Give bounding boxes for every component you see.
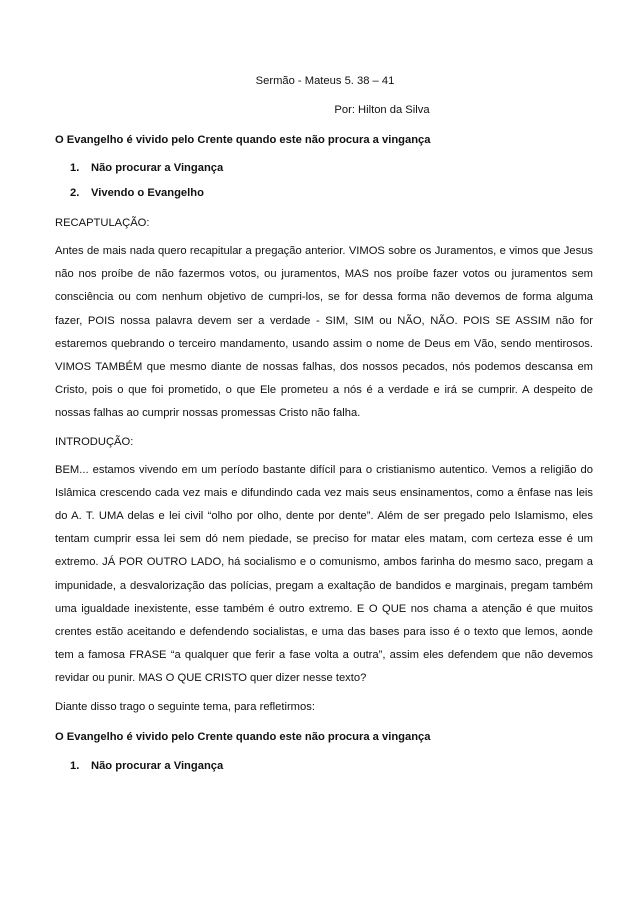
outline-item: [55, 184, 593, 203]
point-item-text: Não procurar a Vingança: [91, 759, 224, 772]
sermon-title: Sermão - Mateus 5. 38 – 41: [255, 75, 395, 87]
sermon-theme-repeat: O Evangelho é vivido pelo Crente quando este não procura a vingança: [55, 730, 431, 743]
outline-item-text: Vivendo o Evangelho: [91, 187, 204, 199]
intro-paragraph: BEM... estamos vivendo em um período bastante difícil para o cristianismo autentico. Vemos a religião do Islâmica crescendo cada vez mais e difundindo cada vez mais seus ensinamentos, como a ênfase nas leis do A. T. UMA delas e lei civil “olho por olho, dente por dente”. Além de ser pregado pelo Islamismo, eles tentam cumprir essa lei sem dó nem piedade, se preciso for matar eles matam, com certeza esse é um extremo. JÁ POR OUTRO LADO, há socialismo e o comunismo, ambos farinha do mesmo saco, pregam a impunidade, a desvalorização das polícias, pregam a exaltação de bandidos e marginais, pregam também uma igualdade inexistente, esse também é outro extremo. E O QUE nos chama a atenção é que muitos crentes estão aceitando e defendendo socialistas, e uma das bases para isso é o texto que lemos, aonde tem a famosa FRASE “a qualquer que ferir a fase volta a outra”, assim eles defendem que não devemos revidar ou punir. MAS O QUE CRISTO quer dizer nesse texto?: [55, 463, 593, 685]
outline-item: [55, 159, 593, 178]
outline-list: [55, 159, 593, 203]
outline-item-number: 1.: [70, 162, 80, 174]
point-item-number: 1.: [70, 759, 80, 772]
transition-paragraph: Diante disso trago o seguinte tema, para refletirmos:: [55, 700, 315, 713]
sermon-theme: O Evangelho é vivido pelo Crente quando este não procura a vingança: [55, 134, 431, 146]
intro-heading: INTRODUÇÃO:: [55, 435, 134, 448]
sermon-author: Por: Hilton da Silva: [334, 104, 430, 116]
point-item: [55, 757, 593, 776]
document-body: [55, 72, 593, 776]
outline-item-number: 2.: [70, 187, 80, 199]
point-list: [55, 757, 593, 776]
recap-paragraph: Antes de mais nada quero recapitular a pregação anterior. VIMOS sobre os Juramentos, e vimos que Jesus não nos proíbe de não fazermos votos, ou juramentos, MAS nos proíbe fazer votos ou juramentos sem consciência ou com nenhum objetivo de cumpri-los, se for dessa forma não devemos de forma alguma fazer, POIS nossa palavra devem ser a verdade - SIM, SIM ou NÃO, NÃO. POIS SE ASSIM não for estaremos quebrando o terceiro mandamento, usando assim o nome de Deus em Vão, sendo mentirosos. VIMOS TAMBÉM que mesmo diante de nossas falhas, dos nossos pecados, nós podemos descansa em Cristo, pois o que foi prometido, o que Ele prometeu a nós é a verdade e irá se cumprir. A despeito de nossas falhas ao cumprir nossas promessas Cristo não falha.: [55, 245, 593, 420]
outline-item-text: Não procurar a Vingança: [91, 162, 224, 174]
recap-heading: RECAPTULAÇÃO:: [55, 217, 150, 229]
